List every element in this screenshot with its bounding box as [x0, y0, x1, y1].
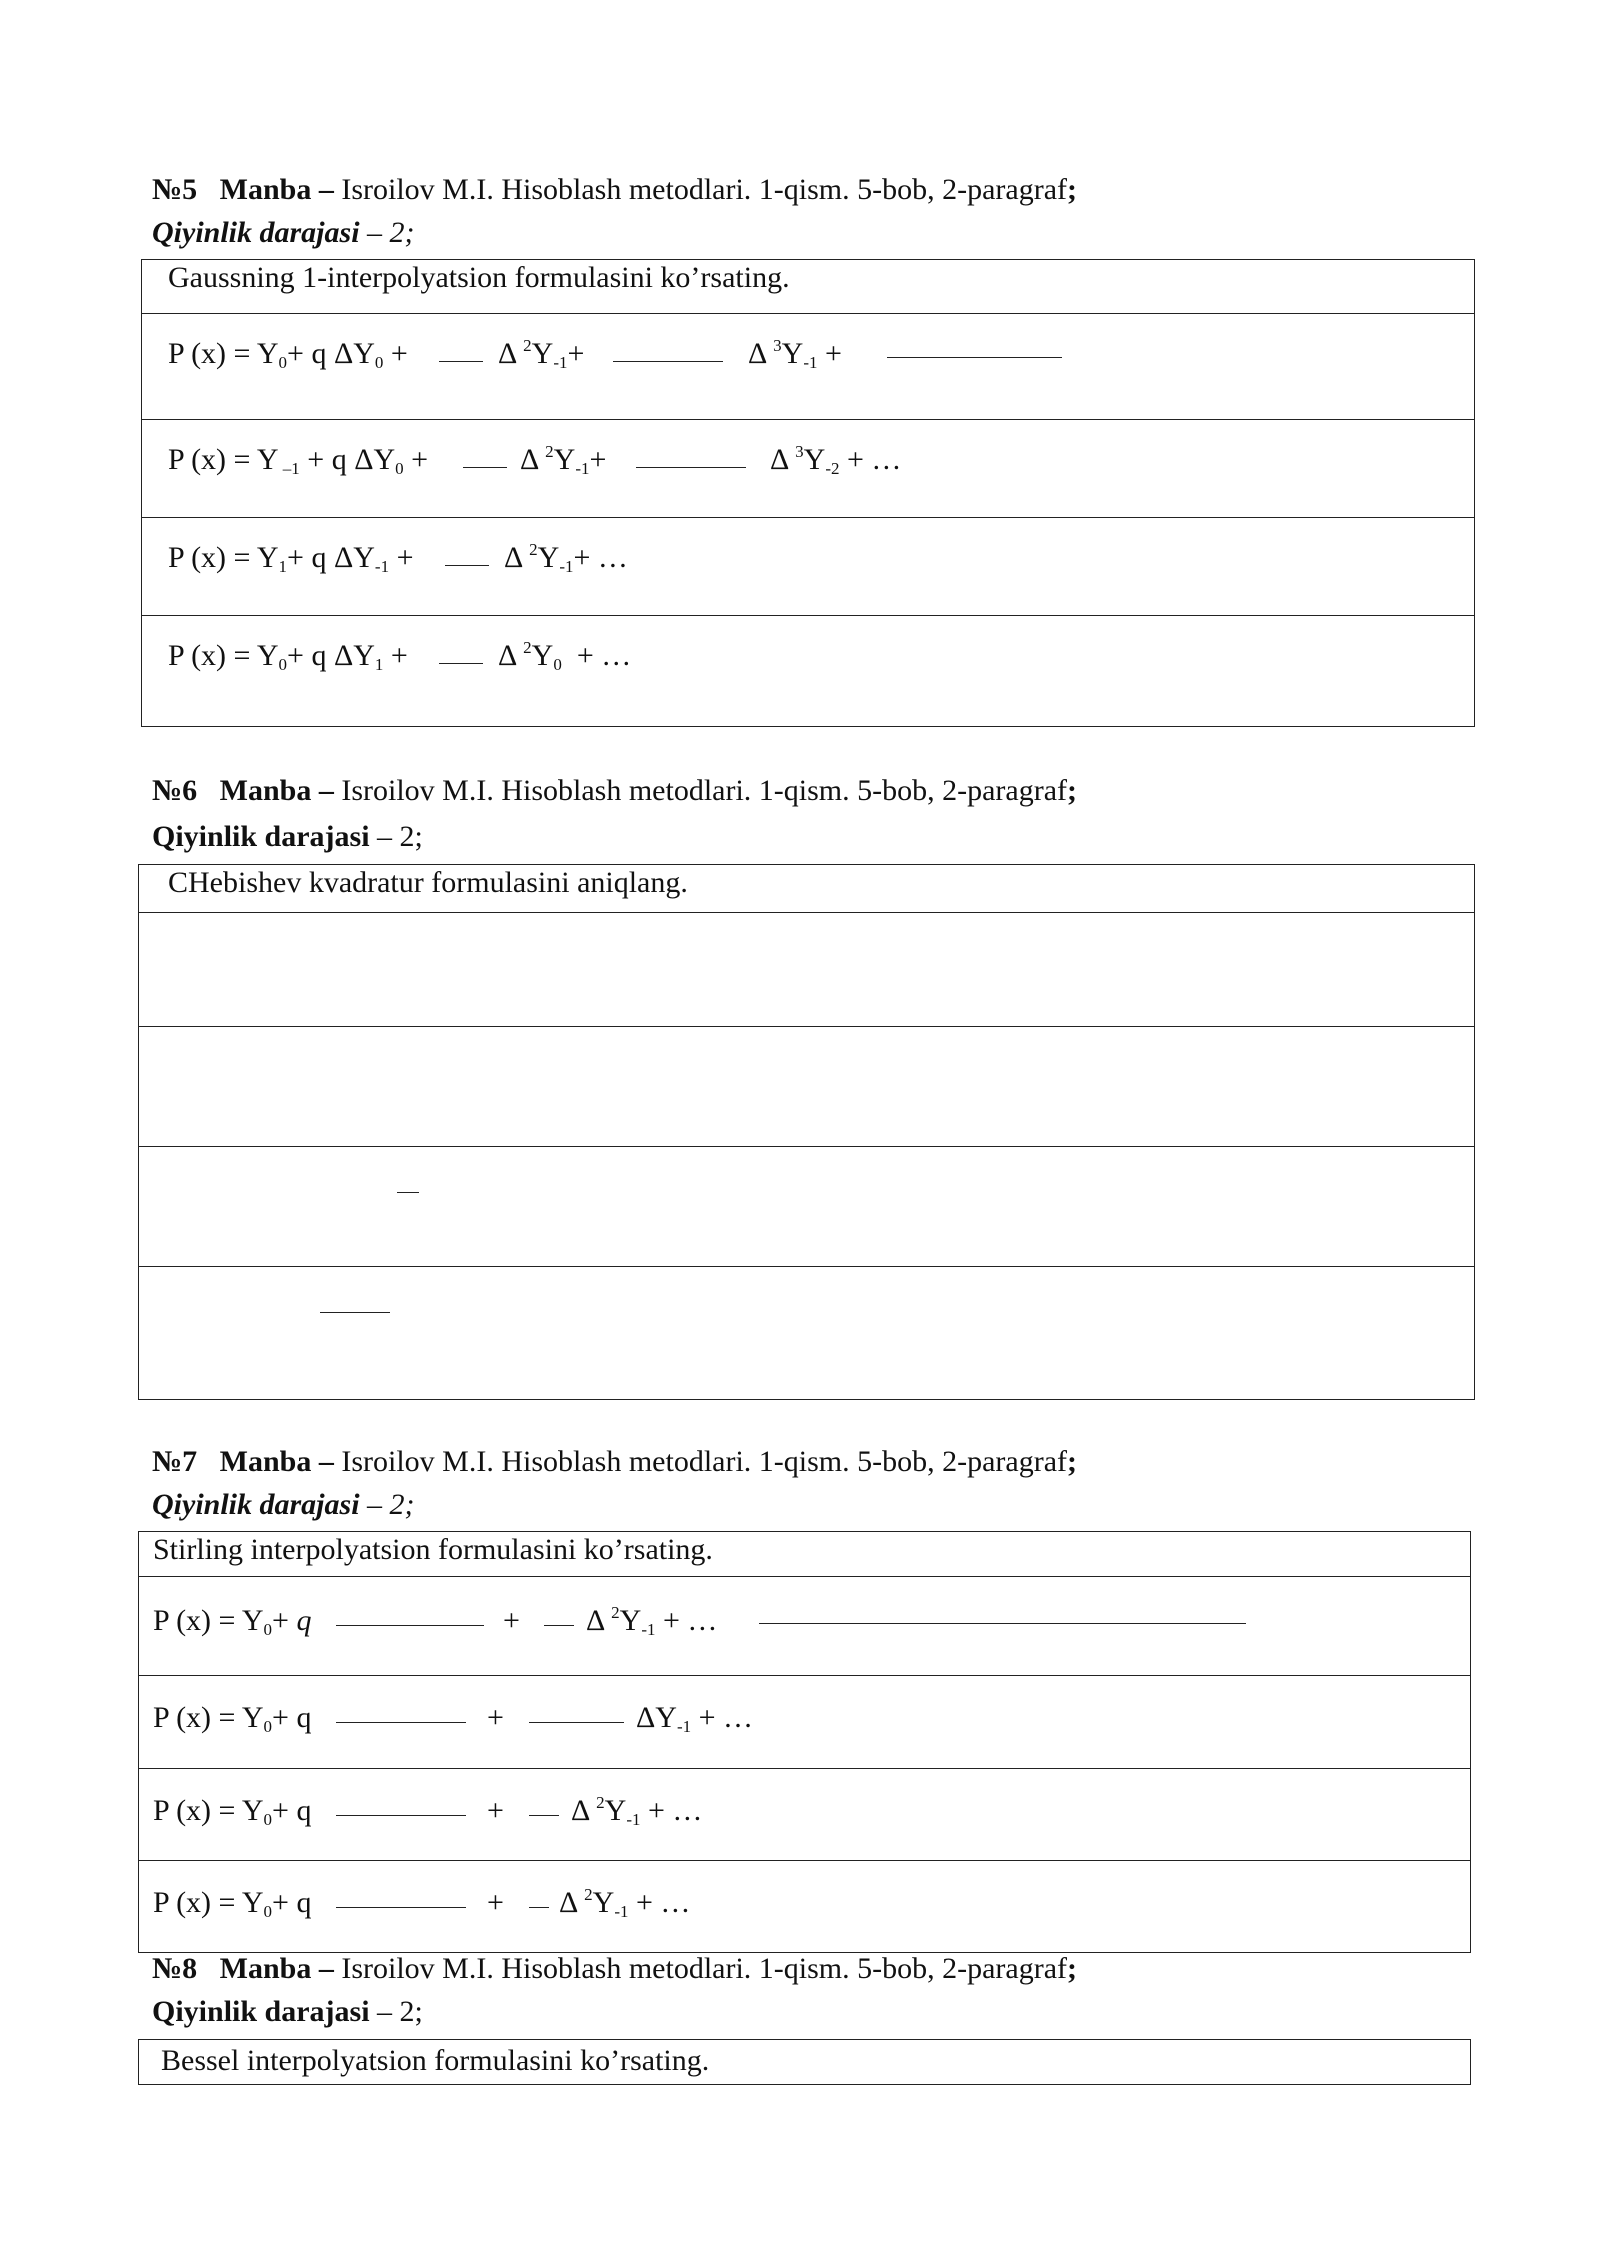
q6-level-value: – 2; — [369, 820, 423, 853]
q7-a-fraction-3 — [759, 1623, 1246, 1624]
q7-option-a[interactable] — [139, 1576, 1470, 1676]
q7-c-fraction-2 — [529, 1815, 559, 1816]
q8-number: №8 — [152, 1952, 198, 1985]
q7-number: №7 — [152, 1445, 198, 1478]
q5-option-b[interactable] — [142, 419, 1474, 518]
q7-b-fraction-2 — [529, 1722, 624, 1723]
q5-level — [152, 215, 415, 251]
q7-option-b-formula: P $(x) = Y_0+ q$ — [153, 1701, 312, 1736]
q5-a-fraction-1 — [439, 361, 483, 362]
q5-semicolon: ; — [1067, 173, 1078, 206]
q6-source-text: Isroilov M.I. Hisoblash metodlari. 1-qism. 5-bob, 2-paragraf — [333, 774, 1068, 807]
q7-option-a-formula: P $(x) = Y_0+ q$ — [153, 1604, 312, 1639]
q6-option-c[interactable] — [139, 1146, 1474, 1267]
q6-option-b[interactable] — [139, 1026, 1474, 1147]
q7-source-text: Isroilov M.I. Hisoblash metodlari. 1-qism. 5-bob, 2-paragraf — [333, 1445, 1068, 1478]
q5-d-fraction-1 — [439, 663, 483, 664]
q7-d-plus: + — [487, 1886, 504, 1919]
q7-level-label: Qiyinlik darajasi — [152, 1488, 360, 1521]
q7-b-plus: + — [487, 1701, 504, 1734]
q7-semicolon: ; — [1067, 1445, 1078, 1478]
q8-question: Bessel interpolyatsion formulasini ko’rsating. — [161, 2044, 710, 2077]
q8-level-label: Qiyinlik darajasi — [152, 1995, 370, 2028]
q5-option-d-formula: P $(x) = Y_0+ q$ $\Delta Y_1$ + — [168, 639, 408, 674]
q6-d-fraction-line — [320, 1312, 390, 1313]
q5-c-term-2: Δ $^2Y_{-1}+$ … — [504, 540, 628, 576]
q6-option-a[interactable] — [139, 912, 1474, 1027]
q7-d-term-2: Δ $^2Y_{-1}$ + … — [559, 1885, 691, 1921]
q6-level — [152, 819, 423, 855]
q7-d-fraction-1 — [336, 1907, 466, 1908]
q5-number: №5 — [152, 173, 198, 206]
q5-c-fraction-1 — [445, 565, 489, 566]
q6-table — [138, 864, 1475, 1400]
q5-option-a[interactable] — [142, 313, 1474, 420]
q6-header — [152, 773, 1077, 809]
q7-option-c[interactable] — [139, 1768, 1470, 1861]
q7-d-fraction-2 — [529, 1907, 549, 1908]
q8-level — [152, 1994, 423, 2030]
q5-header — [152, 172, 1077, 208]
q5-option-c-formula: P $(x) = Y_1+ q$ $\Delta Y_{-1}$ + — [168, 541, 414, 576]
q5-d-term-2: Δ $^2Y_0$ + … — [498, 638, 632, 674]
q7-option-b[interactable] — [139, 1675, 1470, 1769]
q7-a-fraction-2 — [544, 1625, 574, 1626]
q5-table — [141, 259, 1475, 727]
q7-level-value: – 2; — [359, 1488, 415, 1521]
q7-c-term-2: Δ $^2Y_{-1}$ + … — [571, 1793, 703, 1829]
q7-option-d-formula: P $(x) = Y_0+ q$ — [153, 1886, 312, 1921]
q7-option-d[interactable] — [139, 1860, 1470, 1953]
q5-b-fraction-1 — [463, 467, 507, 468]
q5-a-term-3: Δ $^3Y_{-1}$ + — [748, 336, 842, 372]
q6-level-label: Qiyinlik darajasi — [152, 820, 370, 853]
q8-table — [138, 2039, 1471, 2085]
q5-question: Gaussning 1-interpolyatsion formulasini ko’rsating. — [168, 261, 790, 294]
q8-semicolon: ; — [1067, 1952, 1078, 1985]
q8-source-text: Isroilov M.I. Hisoblash metodlari. 1-qism. 5-bob, 2-paragraf — [333, 1952, 1068, 1985]
q5-source-label: Manba – — [219, 173, 334, 206]
q5-option-a-formula: P $(x) = Y_0+ q$ $\Delta Y_0$ + — [168, 337, 408, 372]
q7-table — [138, 1531, 1471, 1953]
q6-question: CHebishev kvadratur formulasini aniqlang. — [168, 866, 688, 899]
q6-c-fraction-line — [397, 1192, 419, 1193]
q5-option-c[interactable] — [142, 517, 1474, 616]
q7-source-label: Manba – — [219, 1445, 334, 1478]
q8-source-label: Manba – — [219, 1952, 334, 1985]
q7-c-plus: + — [487, 1794, 504, 1827]
q7-question: Stirling interpolyatsion formulasini ko’rsating. — [153, 1533, 713, 1566]
q7-level — [152, 1487, 415, 1523]
q5-a-fraction-3 — [887, 357, 1062, 358]
q8-header — [152, 1951, 1077, 1987]
q7-option-c-formula: P $(x) = Y_0+ q$ — [153, 1794, 312, 1829]
q6-number: №6 — [152, 774, 198, 807]
q5-a-fraction-2 — [613, 361, 723, 362]
q5-a-term-2: Δ $^2Y_{-1}+$ — [498, 336, 585, 372]
q5-source-text: Isroilov M.I. Hisoblash metodlari. 1-qism. 5-bob, 2-paragraf — [333, 173, 1068, 206]
q6-option-d[interactable] — [139, 1266, 1474, 1400]
q7-b-fraction-1 — [336, 1722, 466, 1723]
q7-header — [152, 1444, 1077, 1480]
q7-b-term-2: $\Delta Y_{-1}$ + … — [636, 1701, 754, 1736]
q7-a-term-2: Δ $^2Y_{-1}$ + … — [586, 1603, 718, 1639]
q6-source-label: Manba – — [219, 774, 334, 807]
q5-level-value: – 2; — [359, 216, 415, 249]
q7-a-plus: + — [503, 1604, 520, 1637]
q7-c-fraction-1 — [336, 1815, 466, 1816]
q6-semicolon: ; — [1067, 774, 1078, 807]
q8-level-value: – 2; — [369, 1995, 423, 2028]
q5-b-fraction-2 — [636, 467, 746, 468]
q5-level-label: Qiyinlik darajasi — [152, 216, 360, 249]
q7-a-fraction-1 — [336, 1625, 484, 1626]
q5-option-b-formula: P (x) = Y $_{-1}$ + q $\Delta Y_0$ + — [168, 443, 429, 478]
q5-b-term-3: Δ $^3Y_{-2}$ + … — [770, 442, 902, 478]
q5-b-term-2: Δ $^2Y_{-1}+$ — [520, 442, 607, 478]
q5-option-d[interactable] — [142, 615, 1474, 727]
